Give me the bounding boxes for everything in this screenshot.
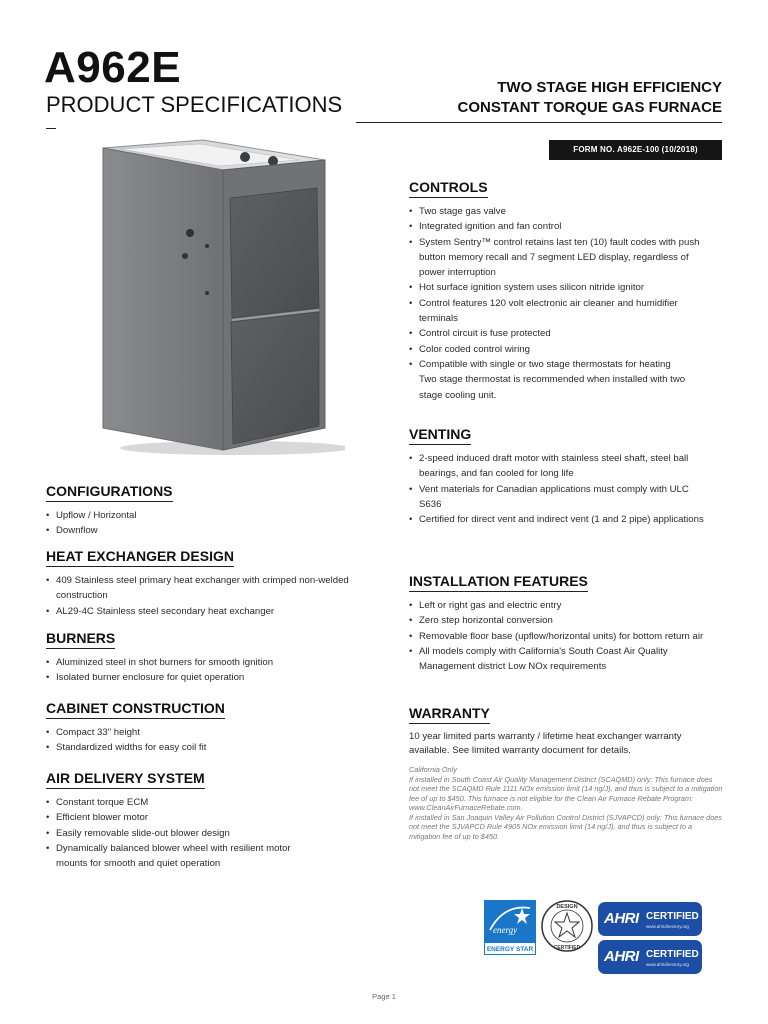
configurations-heading: CONFIGURATIONS [46, 483, 173, 502]
heat-exchanger-list [46, 573, 364, 619]
air-delivery-section [46, 770, 316, 871]
list-item: • Hot surface ignition system uses silicon nitride ignitor [409, 280, 709, 295]
list-item: • Left or right gas and electric entry [409, 598, 715, 613]
list-item: • Color coded control wiring [409, 342, 709, 357]
installation-list [409, 598, 715, 674]
venting-heading: VENTING [409, 426, 471, 445]
venting-list [409, 451, 709, 527]
energy-star-script: energy [493, 925, 518, 935]
product-headline-line1: TWO STAGE HIGH EFFICIENCY [497, 79, 722, 96]
cabinet-section [46, 700, 364, 756]
product-headline-line2: CONSTANT TORQUE GAS FURNACE [457, 99, 722, 116]
ahri-certified-logo [598, 940, 702, 974]
page-number: Page 1 [372, 992, 396, 1001]
cabinet-list [46, 725, 364, 756]
design-seal-top-text: DESIGN [556, 904, 578, 910]
burners-list [46, 655, 364, 686]
design-seal-bottom-text: CERTIFIED [553, 945, 581, 951]
model-title: A962E [44, 43, 182, 92]
list-item: • Downflow [46, 523, 356, 538]
heat-exchanger-heading: HEAT EXCHANGER DESIGN [46, 548, 234, 567]
installation-section [409, 573, 715, 674]
list-item: • Isolated burner enclosure for quiet operation [46, 670, 364, 685]
list-item: • AL29-4C Stainless steel secondary heat exchanger [46, 604, 364, 619]
list-item: • Constant torque ECM [46, 795, 316, 810]
list-item: • Compact 33" height [46, 725, 364, 740]
list-item: • Two stage gas valve [409, 204, 709, 219]
venting-section [409, 426, 709, 527]
ahri-url: www.ahridirectory.org [646, 924, 689, 929]
list-item-text: Compatible with single or two stage thermostats for heating [419, 358, 671, 370]
warranty-text: 10 year limited parts warranty / lifetime heat exchanger warranty available. See limited warranty document for details. [409, 731, 682, 756]
list-item [409, 357, 709, 403]
list-item: • Easily removable slide-out blower design [46, 826, 316, 841]
ahri-url: www.ahridirectory.org [646, 962, 689, 967]
list-item: • Upflow / Horizontal [46, 508, 356, 523]
configurations-section [46, 483, 356, 539]
list-item: • Integrated ignition and fan control [409, 219, 709, 234]
ahri-brand: AHRI [604, 948, 639, 965]
controls-heading: CONTROLS [409, 179, 488, 198]
ahri-certified-logo [598, 902, 702, 936]
air-delivery-heading: AIR DELIVERY SYSTEM [46, 770, 205, 789]
list-item: • Dynamically balanced blower wheel with resilient motor mounts for smooth and quiet operation [46, 841, 316, 872]
document-subtitle: PRODUCT SPECIFICATIONS [46, 92, 343, 117]
ahri-certified-text: CERTIFIED [646, 911, 699, 922]
list-item: • Efficient blower motor [46, 810, 316, 825]
list-item: • Vent materials for Canadian applications must comply with ULC S636 [409, 482, 709, 513]
warranty-section [409, 705, 724, 757]
disclaimer-scaqmd: If installed in South Coast Air Quality Management District (SCAQMD) only: This furnace does not meet the SCAQMD Rule 1111 NOx emission limit (14 ng/J), and thus is subject to a mitigation fee of up to $450. This furnace is not eligible for the Clean Air Furnace Rebate Program: www.CleanAirFurnaceRebate.com. [409, 774, 725, 812]
list-item: • Removable floor base (upflow/horizontal units) for bottom return air [409, 629, 715, 644]
cabinet-heading: CABINET CONSTRUCTION [46, 700, 225, 719]
disclaimer-sjvapcd: If installed in San Joaquin Valley Air Pollution Control District (SJVAPCD) only: This furnace does not meet the SJVAPCD Rule 4905 NOx emission limit (14 ng/J), and thus is subject to a mitigation fee of up to $450. [409, 812, 724, 841]
heat-exchanger-section [46, 548, 364, 619]
list-item: • Certified for direct vent and indirect vent (1 and 2 pipe) applications [409, 512, 709, 527]
furnace-product-image [95, 138, 345, 456]
list-item: • 409 Stainless steel primary heat exchanger with crimped non-welded construction [46, 573, 364, 604]
ahri-brand: AHRI [604, 910, 639, 927]
list-item: • Aluminized steel in shot burners for smooth ignition [46, 655, 364, 670]
header-rule-short [46, 128, 56, 129]
form-number-badge: FORM NO. A962E-100 (10/2018) [549, 140, 722, 160]
header-rule [356, 122, 722, 123]
burners-section [46, 630, 364, 686]
burners-heading: BURNERS [46, 630, 115, 649]
controls-section [409, 179, 709, 403]
list-item: • System Sentry™ control retains last ten (10) fault codes with push button memory recall and 7 segment LED display, regardless of power interruption [409, 235, 709, 281]
energy-star-icon [484, 900, 536, 942]
disclaimer-heading: California Only [409, 765, 457, 774]
installation-heading: INSTALLATION FEATURES [409, 573, 588, 592]
list-item: • 2-speed induced draft motor with stainless steel shaft, steel ball bearings, and fan cooled for long life [409, 451, 709, 482]
configurations-list [46, 508, 356, 539]
thermostat-note: Two stage thermostat is recommended when installed with two stage cooling unit. [419, 374, 686, 401]
list-item: • Zero step horizontal conversion [409, 613, 715, 628]
design-certified-seal-icon [540, 898, 594, 954]
air-delivery-list [46, 795, 316, 871]
energy-star-logo [484, 900, 536, 955]
list-item: • All models comply with California's South Coast Air Quality Management district Low NOx requirements [409, 644, 715, 675]
ahri-certified-text: CERTIFIED [646, 949, 699, 960]
energy-star-label: ENERGY STAR [484, 942, 536, 955]
list-item: • Standardized widths for easy coil fit [46, 740, 364, 755]
california-disclaimer [409, 765, 724, 841]
list-item: • Control circuit is fuse protected [409, 326, 709, 341]
controls-list [409, 204, 709, 403]
warranty-heading: WARRANTY [409, 705, 490, 724]
list-item: • Control features 120 volt electronic air cleaner and humidifier terminals [409, 296, 709, 327]
